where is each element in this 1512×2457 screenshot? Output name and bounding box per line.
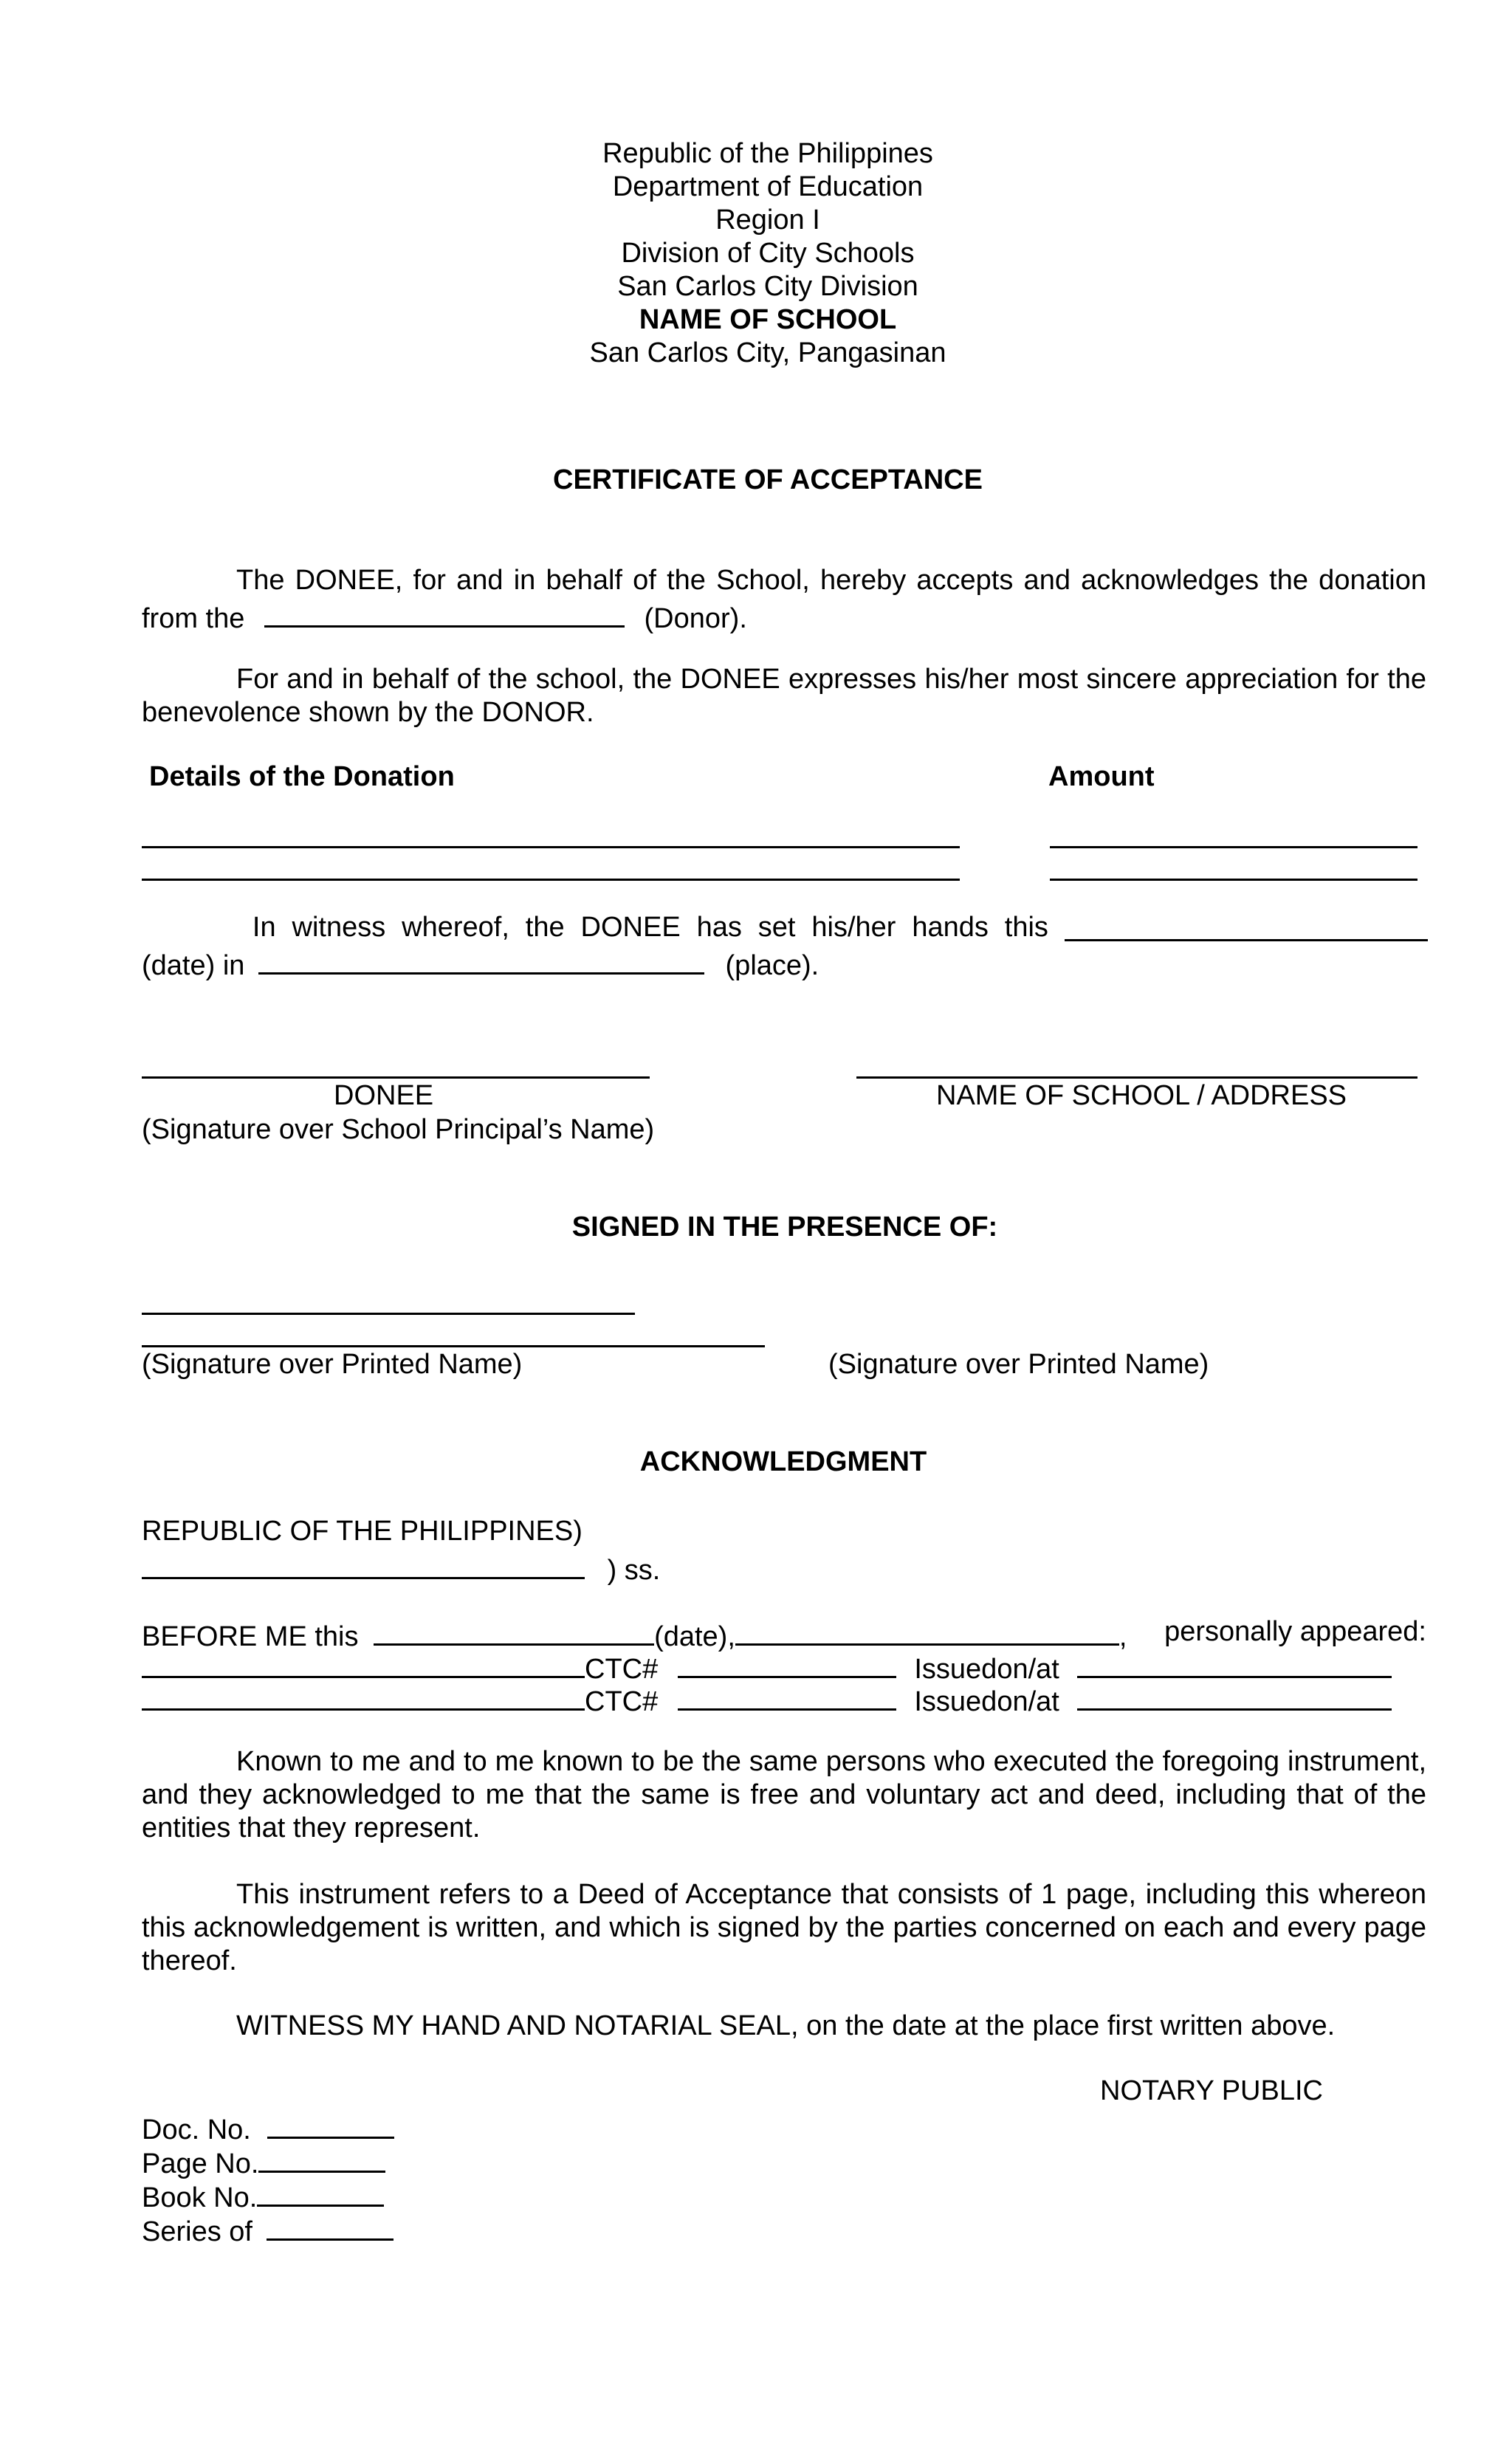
doc-no-row: [142, 2109, 394, 2147]
book-no-row: [142, 2176, 384, 2215]
witness-line-1: [142, 911, 1428, 944]
issued-blank-1[interactable]: [1077, 1648, 1392, 1678]
details-line-2[interactable]: [142, 879, 960, 881]
appearer-name-blank-1[interactable]: [142, 1648, 585, 1678]
presence-heading: SIGNED IN THE PRESENCE OF:: [571, 1212, 998, 1243]
acceptance-text: The DONEE, for and in behalf of the School, hereby accepts and acknowledges the donation from the: [142, 565, 1426, 634]
donee-sublabel: (Signature over School Principal’s Name): [142, 1114, 655, 1145]
witness-word: DONEE: [580, 912, 681, 943]
issued-label-1: Issuedon/at: [914, 1654, 1059, 1685]
presence-right-label: (Signature over Printed Name): [828, 1349, 1209, 1380]
witness-paragraph: [142, 911, 1428, 983]
appreciation-paragraph: For and in behalf of the school, the DONEE expresses his/her most sincere appreciation for the benevolence shown by the DONOR.: [142, 664, 1426, 728]
instrument-paragraph: This instrument refers to a Deed of Acceptance that consists of 1 page, including this whereon this acknowledgement is written, and which is signed by the parties concerned on each and every page thereof.: [142, 1879, 1426, 1976]
notary-public-label: NOTARY PUBLIC: [1100, 2075, 1323, 2106]
header-division: Division of City Schools: [621, 238, 915, 269]
witness-line-2: [142, 944, 1428, 983]
witness-signature-line-2[interactable]: [142, 1345, 765, 1347]
header-region: Region I: [715, 205, 820, 236]
issued-label-2: Issuedon/at: [914, 1686, 1059, 1717]
witness-word: set: [757, 912, 796, 943]
details-heading: Details of the Donation: [149, 761, 455, 792]
header-city-division: San Carlos City Division: [617, 271, 918, 302]
witness-date-label: (date) in: [142, 950, 245, 981]
republic-venue: REPUBLIC OF THE PHILIPPINES): [142, 1516, 583, 1547]
known-paragraph: Known to me and to me known to be the same persons who executed the foregoing instrument, and they acknowledged to me that the same is free and voluntary act and deed, including that of the entities that they represent.: [142, 1746, 1426, 1843]
donee-label: DONEE: [334, 1080, 434, 1111]
header-department: Department of Education: [612, 171, 924, 202]
witness-word: the: [525, 912, 565, 943]
ctc-number-blank-2[interactable]: [678, 1680, 896, 1711]
appearer-name-blank-2[interactable]: [142, 1680, 585, 1711]
page-no-row: [142, 2142, 385, 2181]
school-address-label: NAME OF SCHOOL / ADDRESS: [936, 1080, 1347, 1111]
notarial-seal-statement: WITNESS MY HAND AND NOTARIAL SEAL, on the date at the place first written above.: [236, 2010, 1336, 2041]
acknowledgment-heading: ACKNOWLEDGMENT: [639, 1446, 927, 1477]
presence-left-label: (Signature over Printed Name): [142, 1349, 523, 1380]
witness-date-blank[interactable]: [1065, 911, 1428, 941]
ctc-row-2: [142, 1680, 1392, 1719]
details-line-1[interactable]: [142, 846, 960, 848]
book-no-label: Book No.: [142, 2182, 258, 2213]
before-me-day-blank[interactable]: [374, 1615, 654, 1646]
witness-word: witness: [292, 912, 386, 943]
ss-label: ) ss.: [607, 1555, 661, 1586]
doc-no-label: Doc. No.: [142, 2114, 251, 2145]
page-no-label: Page No.: [142, 2148, 259, 2179]
before-me-label: BEFORE ME this: [142, 1621, 359, 1652]
ctc-label-1: CTC#: [585, 1654, 659, 1685]
page-no-blank[interactable]: [258, 2142, 385, 2173]
witness-word: In: [252, 912, 276, 943]
venue-line-row: [142, 1549, 660, 1587]
issued-blank-2[interactable]: [1077, 1680, 1392, 1711]
series-row: [142, 2210, 394, 2249]
header-republic: Republic of the Philippines: [602, 138, 933, 169]
before-me-month-blank[interactable]: [735, 1615, 1119, 1646]
date-label: (date),: [654, 1621, 735, 1652]
donor-blank[interactable]: [264, 597, 625, 628]
header-school-name: NAME OF SCHOOL: [639, 304, 897, 335]
witness-word: this: [1004, 912, 1048, 943]
ctc-number-blank-1[interactable]: [678, 1648, 896, 1678]
acceptance-paragraph: [142, 564, 1426, 636]
amount-line-1[interactable]: [1050, 846, 1418, 848]
school-address-line[interactable]: [856, 1076, 1418, 1079]
witness-signature-line-1[interactable]: [142, 1313, 635, 1315]
appeared-label: personally appeared:: [1164, 1616, 1426, 1647]
doc-no-blank[interactable]: [267, 2109, 394, 2139]
venue-blank[interactable]: [142, 1549, 585, 1579]
witness-place-blank[interactable]: [258, 944, 704, 975]
amount-line-2[interactable]: [1050, 879, 1418, 881]
series-label: Series of: [142, 2216, 252, 2247]
witness-word: hands: [912, 912, 989, 943]
ctc-label-2: CTC#: [585, 1686, 659, 1717]
book-no-blank[interactable]: [257, 2176, 384, 2207]
witness-place-label: (place).: [725, 950, 819, 981]
letterhead: [0, 137, 1512, 370]
donor-label: (Donor).: [644, 603, 747, 634]
witness-word: has: [696, 912, 742, 943]
witness-word: his/her: [811, 912, 896, 943]
certificate-title: CERTIFICATE OF ACCEPTANCE: [553, 464, 983, 495]
donee-signature-line[interactable]: [142, 1076, 650, 1079]
series-blank[interactable]: [267, 2210, 394, 2241]
witness-word: whereof,: [402, 912, 509, 943]
amount-heading: Amount: [1048, 761, 1155, 792]
header-location: San Carlos City, Pangasinan: [589, 337, 946, 368]
comma: ,: [1118, 1621, 1127, 1652]
